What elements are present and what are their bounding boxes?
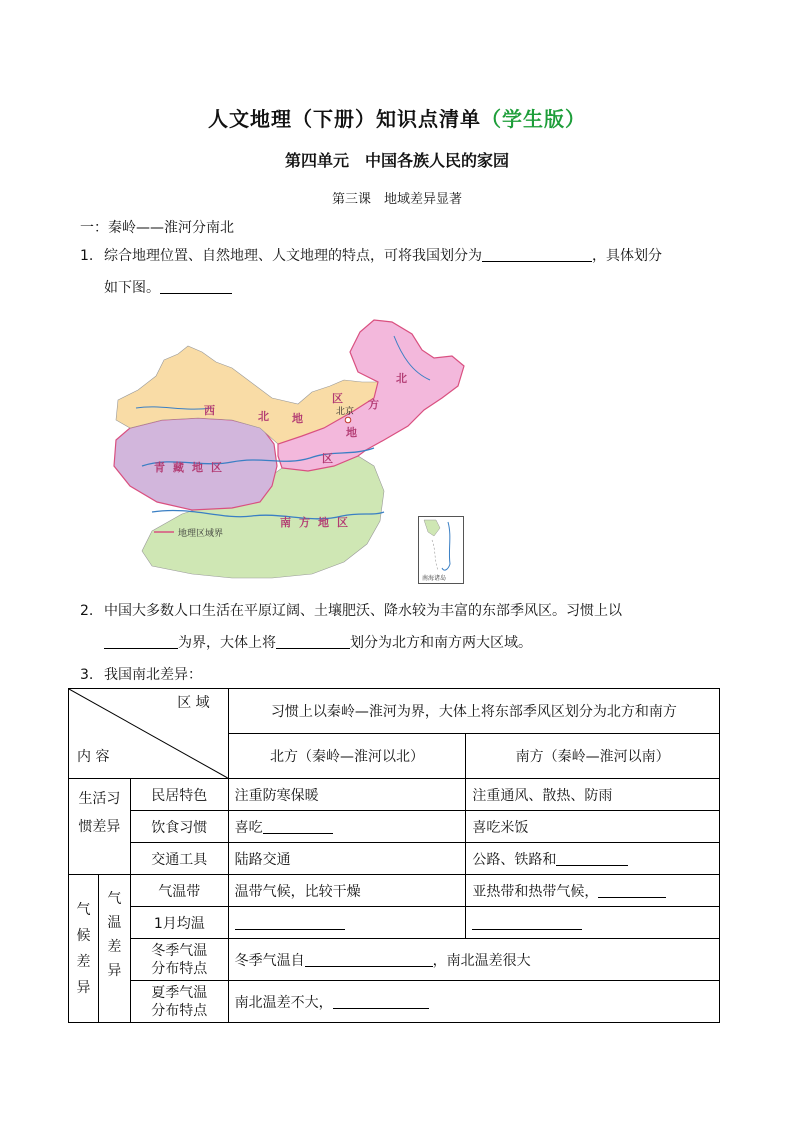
question-text: 综合地理位置、自然地理、人文地理的特点，可将我国划分为 <box>104 248 482 264</box>
row-label-temp-zone: 气温带 <box>130 875 228 907</box>
cell-diet-south: 喜吃米饭 <box>466 811 720 843</box>
corner-content-label: 内 容 <box>77 749 110 765</box>
question-text: ，具体划分 <box>592 248 662 264</box>
north-header: 北方（秦岭—淮河以北） <box>228 734 466 779</box>
answer-blank[interactable] <box>598 881 666 898</box>
row-label-winter <box>130 939 228 981</box>
answer-blank[interactable] <box>333 992 429 1009</box>
cell-diet-north <box>228 811 466 843</box>
legend-label: 地理区域界 <box>178 529 224 539</box>
group-life-habits <box>69 779 131 875</box>
question-number: 1. <box>80 248 94 264</box>
cell-temp-zone-south <box>466 875 720 907</box>
answer-blank[interactable] <box>276 632 350 649</box>
group-label: 差 <box>76 953 91 970</box>
answer-blank[interactable] <box>556 849 628 866</box>
cell-temp-zone-north: 温带气候，比较干燥 <box>228 875 466 907</box>
label-line: 夏季气温 <box>151 984 208 1001</box>
lesson-title: 第三课 地域差异显著 <box>331 192 462 207</box>
question-2 <box>80 595 740 659</box>
group-label: 温 <box>107 915 122 931</box>
cell-jan-temp-south <box>466 907 720 939</box>
map-label-north: 地 <box>346 426 357 439</box>
group-label: 异 <box>76 979 91 996</box>
answer-blank[interactable] <box>235 913 345 930</box>
question-3 <box>80 659 202 691</box>
row-label-diet: 饮食习惯 <box>130 811 228 843</box>
group-label: 气 <box>107 891 122 907</box>
answer-blank[interactable] <box>305 950 433 967</box>
group-label: 气 <box>76 901 91 918</box>
map-label-northwest: 西 <box>204 404 215 417</box>
cell-winter <box>228 939 719 981</box>
group-climate <box>69 875 99 1023</box>
label-line: 分布特点 <box>151 1002 208 1019</box>
south-header: 南方（秦岭—淮河以南） <box>466 734 720 779</box>
group-label: 生活习 <box>78 791 121 807</box>
question-text: 中国大多数人口生活在平原辽阔、土壤肥沃、降水较为丰富的东部季风区。习惯上以 <box>104 603 622 619</box>
question-number: 3. <box>80 667 94 683</box>
cell-summer <box>228 981 719 1023</box>
map-label-south: 南方地区 <box>280 516 356 529</box>
row-label-dwelling: 民居特色 <box>130 779 228 811</box>
cell-text: ，南北温差很大 <box>432 952 531 969</box>
map-label-north: 北 <box>396 372 407 385</box>
page-title <box>0 103 794 132</box>
corner-cell <box>69 689 229 779</box>
label-line: 分布特点 <box>151 960 208 977</box>
row-label-summer <box>130 981 228 1023</box>
top-header: 习惯上以秦岭—淮河为界，大体上将东部季风区划分为北方和南方 <box>228 689 719 734</box>
cell-jan-temp-north <box>228 907 466 939</box>
map-city-label: 北京 <box>336 407 355 417</box>
question-text: 为界，大体上将 <box>178 635 276 651</box>
group-label: 差 <box>107 939 122 955</box>
row-label-transport: 交通工具 <box>130 843 228 875</box>
group-label: 惯差异 <box>78 819 121 835</box>
south-china-sea-inset <box>418 516 464 584</box>
question-text: 如下图。 <box>104 280 160 296</box>
question-text: 划分为北方和南方两大区域。 <box>350 635 532 651</box>
label-line: 冬季气温 <box>151 942 208 959</box>
group-label: 候 <box>76 927 91 944</box>
map-label-northwest: 区 <box>332 392 343 405</box>
group-temperature <box>98 875 130 1023</box>
map-label-northwest: 北 <box>258 410 269 423</box>
section-heading: 一：秦岭——淮河分南北 <box>80 220 234 236</box>
answer-blank[interactable] <box>482 245 592 262</box>
answer-blank[interactable] <box>104 632 178 649</box>
answer-blank[interactable] <box>160 277 232 294</box>
question-number: 2. <box>80 603 94 619</box>
question-1 <box>80 240 720 304</box>
group-label: 异 <box>107 963 122 979</box>
cell-text: 亚热带和热带气候， <box>472 883 599 900</box>
unit-title: 第四单元 中国各族人民的家园 <box>284 151 509 170</box>
cell-text: 喜吃 <box>234 819 263 836</box>
answer-blank[interactable] <box>263 817 333 834</box>
map-label-north: 方 <box>368 398 379 411</box>
map-label-qingzang: 青藏地区 <box>154 461 230 474</box>
map-label-northwest: 地 <box>292 412 303 425</box>
capital-marker <box>345 417 351 423</box>
answer-blank[interactable] <box>472 913 582 930</box>
corner-region-label: 区 域 <box>177 695 210 711</box>
cell-transport-south <box>466 843 720 875</box>
north-south-table <box>68 688 720 1023</box>
cell-dwelling-north: 注重防寒保暖 <box>228 779 466 811</box>
map-label-north: 区 <box>322 452 333 465</box>
cell-text: 冬季气温自 <box>234 952 305 969</box>
inset-label: 南海诸岛 <box>422 575 447 582</box>
cell-text: 公路、铁路和 <box>472 851 557 868</box>
cell-dwelling-south: 注重通风、散热、防雨 <box>466 779 720 811</box>
cell-text: 南北温差不大， <box>234 994 333 1011</box>
row-label-jan-temp: 1月均温 <box>130 907 228 939</box>
title-main: 人文地理（下册）知识点清单 <box>208 107 481 131</box>
question-text: 我国南北差异： <box>104 667 202 683</box>
title-edition: （学生版） <box>481 107 586 131</box>
cell-transport-north: 陆路交通 <box>228 843 466 875</box>
